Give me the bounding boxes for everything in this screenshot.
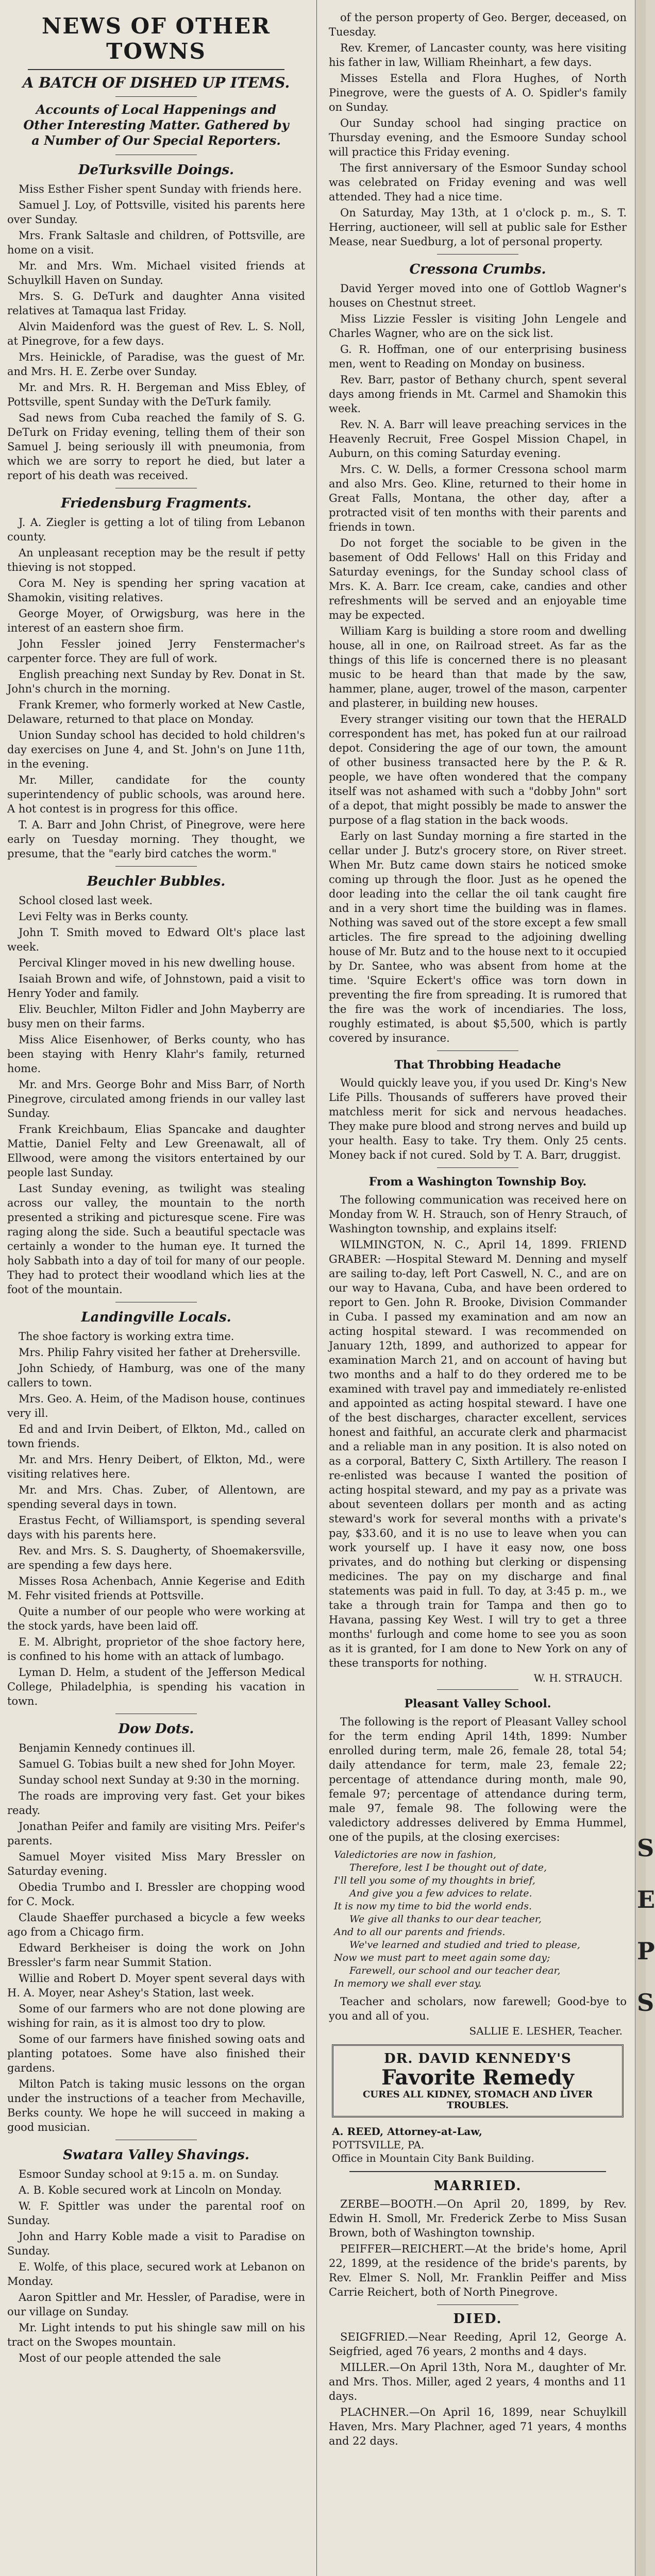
headache-body <box>329 1076 627 1162</box>
attorney-name: A. REED, Attorney-at-Law, <box>332 2125 482 2138</box>
news-item: Samuel Moyer visited Miss Mary Bressler on Saturday evening. <box>7 1851 305 1877</box>
poem-line: We give all thanks to our dear teacher, <box>349 1913 542 1925</box>
news-item: George Moyer, of Orwigsburg, was here in the interest of an eastern shoe firm. <box>7 607 305 634</box>
poem-line: Farewell, our school and our teacher dear, <box>349 1965 561 1976</box>
news-item: Samuel G. Tobias built a new shed for John Moyer. <box>19 1758 296 1770</box>
news-item: Edward Berkheiser is doing the work on John Bressler's farm near Summit Station. <box>7 1942 305 1969</box>
section-heading: Landingville Locals. <box>81 1310 231 1325</box>
news-item: of the person property of Geo. Berger, deceased, on Tuesday. <box>329 11 627 38</box>
valedictory-poem <box>334 1849 622 1990</box>
news-item: Erastus Fecht, of Williamsport, is spending several days with his parents here. <box>7 1514 305 1541</box>
poem-line: And to all our parents and friends. <box>334 1926 506 1938</box>
adjacent-column-edge <box>635 0 646 2576</box>
vital-rule-2 <box>437 2304 518 2305</box>
news-item: J. A. Ziegler is getting a lot of tiling from Lebanon county. <box>7 516 305 543</box>
section-heading: Dow Dots. <box>118 1721 194 1737</box>
news-item: Mrs. Frank Saltasle and children, of Pottsville, are home on a visit. <box>7 229 305 256</box>
news-item: The roads are improving very fast. Get your bikes ready. <box>7 1790 305 1817</box>
news-item: Every stranger visiting our town that the HERALD correspondent has met, has poked fun at our railroad depot. Considering the age of our town, the amount of other business transacted here by the P. & R. people, we have often wondered that the company itself was not ashamed with such a "dobby John" sort of a depot, that might possibly be made to answer the purpose of a flag station in the back woods. <box>329 713 627 826</box>
married-paragraph: ZERBE—BOOTH.—On April 20, 1899, by Rev. Edwin H. Smoll, Mr. Frederick Zerbe to Miss Susan Brown, both of Washington township. <box>329 2198 627 2239</box>
deck-primary: A BATCH OF DISHED UP ITEMS. <box>22 74 290 91</box>
edge-fragment-letter: P <box>637 1937 655 1965</box>
column-divider <box>316 0 317 2576</box>
section-heading: DeTurksville Doings. <box>78 162 234 178</box>
washington-body <box>329 1193 627 1670</box>
died-paragraph: PLACHNER.—On April 16, 1899, near Schuylkill Haven, Mrs. Mary Plachner, aged 71 years, 4 months and 22 days. <box>329 2406 627 2447</box>
edge-fragment-letter: E <box>637 1886 655 1913</box>
news-item: Mr. Miller, candidate for the county superintendency of public schools, was around here. A hot contest is in progress for this office. <box>7 774 305 815</box>
news-item: Early on last Sunday morning a fire started in the cellar under J. Butz's grocery store, on River street. When Mr. Butz came down stairs he noticed smoke coming up through the floor. Just as he opened the door leading into the cellar the oil tank caught fire and in a very short time the building was in flames. Nothing was saved out of the store except a few small articles. The fire spread to the adjoining dwelling house of Mr. Butz and to the house next to it occupied by Dr. Santee, who was absent from home at the time. 'Squire Eckert's office was torn down in preventing the fire from spreading. It is rumored that the fire was the work of incendiaries. The loss, roughly estimated, is about $5,500, which is partly covered by insurance. <box>329 830 627 1044</box>
kennedy-ad-line3: CURES ALL KIDNEY, STOMACH AND LIVER TROUBLES. <box>362 2089 593 2111</box>
headache-paragraph: Would quickly leave you, if you used Dr. King's New Life Pills. Thousands of sufferers have proved their matchless merit for sick and nervous headaches. They make pure blood and strong nerves and build up your health. Easy to take. Try them. Only 25 cents. Money back if not cured. Sold by T. A. Barr, druggist. <box>329 1077 627 1161</box>
news-item: Levi Felty was in Berks county. <box>19 910 189 923</box>
news-item: E. Wolfe, of this place, secured work at Lebanon on Monday. <box>7 2261 305 2287</box>
news-item: A. B. Koble secured work at Lincoln on Monday. <box>19 2184 282 2196</box>
pleasant-teacher: SALLIE E. LESHER, Teacher. <box>469 2025 623 2037</box>
left-column <box>0 0 312 2576</box>
poem-line: Therefore, lest I be thought out of date, <box>349 1862 547 1873</box>
news-item: Esmoor Sunday school at 9:15 a. m. on Sunday. <box>19 2168 279 2180</box>
news-item: On Saturday, May 13th, at 1 o'clock p. m., S. T. Herring, auctioneer, will sell at public sale for Esther Mease, near Suedburg, a lot of personal property. <box>329 207 627 248</box>
news-item: Milton Patch is taking music lessons on the organ under the instructions of a teacher from Mechaville, Berks county. We hope he will succeed in making a good musician. <box>7 2078 305 2133</box>
news-item: Mrs. S. G. DeTurk and daughter Anna visited relatives at Tamaqua last Friday. <box>7 290 305 317</box>
died-paragraph: MILLER.—On April 13th, Nora M., daughter of Mr. and Mrs. Thos. Miller, aged 2 years, 4 months and 11 days. <box>329 2361 627 2402</box>
news-item: Misses Rosa Achenbach, Annie Kegerise and Edith M. Fehr visited friends at Pottsville. <box>7 1575 305 1602</box>
news-item: Benjamin Kennedy continues ill. <box>19 1742 196 1754</box>
section-heading: Friedensburg Fragments. <box>61 496 251 511</box>
deck-rule <box>115 96 197 97</box>
deck-secondary: Accounts of Local Happenings and Other Interesting Matter. Gathered by a Number of Our Special Reporters. <box>23 102 289 148</box>
news-item: Cora M. Ney is spending her spring vacation at Shamokin, visiting relatives. <box>7 577 305 604</box>
pleasant-names: Teacher and scholars, now farewell; Good-bye to you and all of you. <box>329 1995 627 2022</box>
section-rule <box>437 1050 518 1051</box>
news-item: Rev. N. A. Barr will leave preaching services in the Heavenly Recruit, Free Gospel Mission Chapel, in Auburn, on this coming Saturday evening. <box>329 418 627 460</box>
news-item: The shoe factory is working extra time. <box>19 1330 234 1343</box>
news-item: Miss Alice Eisenhower, of Berks county, who has been staying with Henry Klahr's family, returned home. <box>7 1033 305 1075</box>
news-item: Aaron Spittler and Mr. Hessler, of Paradise, were in our village on Sunday. <box>7 2291 305 2318</box>
news-item: Do not forget the sociable to be given in the basement of Odd Fellows' Hall on this Friday and Saturday evenings, for the Sunday school class of Mrs. K. A. Barr. Ice cream, cake, candies and other refreshments will be served and an enjoyable time may be expected. <box>329 537 627 621</box>
news-item: Mr. and Mrs. Henry Deibert, of Elkton, Md., were visiting relatives here. <box>7 1453 305 1480</box>
pleasant-body <box>329 1715 627 1844</box>
news-item: Mrs. Philip Fahry visited her father at Drehersville. <box>19 1346 301 1359</box>
edge-fragment-letter: S <box>637 1834 654 1862</box>
died-paragraph: SEIGFRIED.—Near Reeding, April 12, George A. Seigfried, aged 76 years, 2 months and 4 days. <box>329 2331 627 2358</box>
news-item: Union Sunday school has decided to hold children's day exercises on June 4, and St. John's on June 11th, in the evening. <box>7 729 305 770</box>
section-heading: Swatara Valley Shavings. <box>63 2147 249 2163</box>
news-item: T. A. Barr and John Christ, of Pinegrove, were here early on Tuesday morning. They thought, we presume, that the "early bird catches the worm." <box>7 819 305 860</box>
news-item: Some of our farmers who are not done plowing are wishing for rain, as it is almost too dry to plow. <box>7 2003 305 2029</box>
masthead: NEWS OF OTHER TOWNS <box>42 13 271 64</box>
news-item: Mr. Light intends to put his shingle saw mill on his tract on the Swopes mountain. <box>7 2321 305 2348</box>
married-heading: MARRIED. <box>433 2178 522 2194</box>
news-item: Obedia Trumbo and I. Bressler are chopping wood for C. Mock. <box>7 1881 305 1908</box>
washington-signature: W. H. STRAUCH. <box>533 1672 623 1684</box>
section-rule <box>437 1689 518 1690</box>
news-item: Frank Kreichbaum, Elias Spancake and daughter Mattie, Daniel Felty and Lew Greenawalt, all of Ellwood, were among the visitors entertained by our people last Sunday. <box>7 1123 305 1179</box>
news-item: John Fessler joined Jerry Fenstermacher's carpenter force. They are full of work. <box>7 638 305 665</box>
news-item: John Schiedy, of Hamburg, was one of the many callers to town. <box>7 1362 305 1389</box>
news-item: Eliv. Beuchler, Milton Fidler and John Mayberry are busy men on their farms. <box>7 1003 305 1030</box>
news-item: Mr. and Mrs. Wm. Michael visited friends at Schuylkill Haven on Sunday. <box>7 260 305 286</box>
news-item: Rev. Barr, pastor of Bethany church, spent several days among friends in Mt. Carmel and Shamokin this week. <box>329 374 627 415</box>
news-item: John T. Smith moved to Edward Olt's place last week. <box>7 926 305 953</box>
news-item: Mrs. Geo. A. Heim, of the Madison house, continues very ill. <box>7 1393 305 1419</box>
news-item: School closed last week. <box>19 894 153 907</box>
news-item: Quite a number of our people who were working at the stock yards, have been laid off. <box>7 1605 305 1632</box>
section-heading: Beuchler Bubbles. <box>87 874 226 889</box>
news-item: Miss Lizzie Fessler is visiting John Lengele and Charles Wagner, who are on the sick list. <box>329 313 627 340</box>
news-item: Samuel J. Loy, of Pottsville, visited his parents here over Sunday. <box>7 199 305 226</box>
news-item: Mr. and Mrs. R. H. Bergeman and Miss Ebley, of Pottsville, spent Sunday with the DeTurk family. <box>7 381 305 408</box>
poem-line: And give you a few advices to relate. <box>349 1888 532 1899</box>
news-item: Willie and Robert D. Moyer spent several days with H. A. Moyer, near Ashey's Station, last week. <box>7 1972 305 1999</box>
washington-paragraph: WILMINGTON, N. C., April 14, 1899. FRIEND GRABER: —Hospital Steward M. Denning and myself are sailing to-day, left Port Caswell, N. C., and are on our way to Havana, Cuba, and have been ordered to report to Gen. John R. Brooke, Division Commander in Cuba. I passed my examination and am now an acting hospital steward. I was recommended on January 12th, 1899, and authorized to appear for examination March 21, and on account of having but two months and a half to do they ordered me to be examined with travel pay and immediately re-enlisted and appointed as acting hospital steward. I have one of the best discharges, character excellent, services honest and faithful, an accurate clerk and pharmacist and a reliable man in any position. It is also noted on as a corporal, Battery C, Sixth Artillery. The reason I re-enlisted was because I wanted the position of acting hospital steward, and my pay as a private was about seventeen dollars per month and as acting steward's work for several months with a private's pay, $33.60, and it is no use to leave when you can work yourself up. I have it easy now, one boss privates, and do nothing but clerking or dispensing medicines. The pay on my discharge and final statements was paid in full. To day, at 3:45 p. m., we take a through train for Tampa and then go to Havana, passing Key West. I will try to get a three months' furlough and come home to see you as soon as it is granted, for I am done to New York on any of these transports for nothing. <box>329 1239 627 1669</box>
poem-line: It is now my time to bid the world ends. <box>334 1901 532 1912</box>
kennedy-advertisement <box>332 2044 624 2117</box>
news-item: David Yerger moved into one of Gottlob Wagner's houses on Chestnut street. <box>329 282 627 309</box>
news-item: Last Sunday evening, as twilight was stealing across our valley, the mountain to the north presented a striking and picturesque scene. Fire was raging along the side. Such a beautiful spectacle was certainly a wonder to the human eye. It turned the holy Sabbath into a day of toil for many of our people. They had to protect their woodland which lies at the foot of the mountain. <box>7 1182 305 1296</box>
poem-line: I'll tell you some of my thoughts in brief, <box>334 1875 535 1886</box>
news-item: Mr. and Mrs. Chas. Zuber, of Allentown, are spending several days in town. <box>7 1484 305 1511</box>
kennedy-ad-line2: Favorite Remedy <box>381 2065 574 2090</box>
news-item: Isaiah Brown and wife, of Johnstown, paid a visit to Henry Yoder and family. <box>7 973 305 999</box>
news-item: Our Sunday school had singing practice on Thursday evening, and the Esmoore Sunday school will practice this Friday evening. <box>329 117 627 158</box>
news-item: G. R. Hoffman, one of our enterprising business men, went to Reading on Monday on business. <box>329 343 627 370</box>
vital-rule <box>349 2171 606 2172</box>
poem-line: In memory we shall ever stay. <box>334 1978 482 1989</box>
news-item: Lyman D. Helm, a student of the Jefferson Medical College, Philadelphia, is spending his vacation in town. <box>7 1666 305 1707</box>
news-item: Jonathan Peifer and family are visiting Mrs. Peifer's parents. <box>7 1820 305 1847</box>
pleasant-heading: Pleasant Valley School. <box>404 1697 551 1710</box>
news-item: English preaching next Sunday by Rev. Donat in St. John's church in the morning. <box>7 668 305 695</box>
headache-heading: That Throbbing Headache <box>394 1058 561 1072</box>
news-item: William Karg is building a store room and dwelling house, all in one, on Railroad street. As far as the things of this life is concerned there is no pleasant music to be heard than that made by the saw, hammer, plane, auger, trowel of the mason, carpenter and plasterer, in building new houses. <box>329 625 627 709</box>
section-rule <box>437 1167 518 1168</box>
masthead-rule <box>28 69 284 70</box>
section-rule <box>115 866 197 867</box>
news-item: Mr. and Mrs. George Bohr and Miss Barr, of North Pinegrove, circulated among friends in our valley last Sunday. <box>7 1078 305 1120</box>
washington-paragraph: The following communication was received here on Monday from W. H. Strauch, son of Henry Strauch, of Washington township, and explains itself: <box>329 1194 627 1235</box>
news-item: Some of our farmers have finished sowing oats and planting potatoes. Some have also finished their gardens. <box>7 2033 305 2074</box>
news-item: Frank Kremer, who formerly worked at New Castle, Delaware, returned to that place on Monday. <box>7 699 305 725</box>
poem-line: Now we must part to meet again some day; <box>334 1952 550 1963</box>
married-body <box>329 2197 627 2299</box>
washington-heading: From a Washington Township Boy. <box>368 1175 587 1189</box>
news-item: Ed and and Irvin Deibert, of Elkton, Md., called on town friends. <box>7 1423 305 1450</box>
left-sections <box>7 162 305 2365</box>
news-item: Sad news from Cuba reached the family of S. G. DeTurk on Friday evening, telling them of their son Samuel J. being seriously ill with pneumonia, from which we are sorry to report he died, but later a report of his death was received. <box>7 412 305 482</box>
news-item: Mrs. C. W. Dells, a former Cressona school marm and also Mrs. Geo. Kline, returned to their home in Great Falls, Montana, the other day, after a protracted visit of ten months with their parents and friends in town. <box>329 463 627 533</box>
news-item: E. M. Albright, proprietor of the shoe factory here, is confined to his home with an attack of lumbago. <box>7 1636 305 1663</box>
news-item: Alvin Maidenford was the guest of Rev. L. S. Noll, at Pinegrove, for a few days. <box>7 320 305 347</box>
news-item: The first anniversary of the Esmoor Sunday school was celebrated on Friday evening and was well attended. They had a nice time. <box>329 162 627 203</box>
section-rule <box>437 254 518 255</box>
kennedy-ad-line1: DR. DAVID KENNEDY'S <box>384 2051 572 2066</box>
poem-line: We've learned and studied and tried to please, <box>349 1939 580 1951</box>
news-item: Miss Esther Fisher spent Sunday with friends here. <box>19 183 302 195</box>
died-body <box>329 2330 627 2448</box>
news-item: Misses Estella and Flora Hughes, of North Pinegrove, were the guests of A. O. Spidler's family on Sunday. <box>329 72 627 113</box>
news-item: W. F. Spittler was under the parental roof on Sunday. <box>7 2200 305 2227</box>
poem-line: Valedictories are now in fashion, <box>334 1849 496 1860</box>
news-item: Rev. Kremer, of Lancaster county, was here visiting his father in law, William Rheinhart, a few days. <box>329 42 627 69</box>
news-item: Claude Shaeffer purchased a bicycle a few weeks ago from a Chicago firm. <box>7 1911 305 1938</box>
right-sections <box>329 254 627 1045</box>
married-paragraph: PEIFFER—REICHERT.—At the bride's home, April 22, 1899, at the residence of the bride's parents, by Rev. Elmer S. Noll, Mr. Franklin Peiffer and Miss Carrie Reichert, both of North Pinegrove. <box>329 2243 627 2298</box>
news-item: Mrs. Heinickle, of Paradise, was the guest of Mr. and Mrs. H. E. Zerbe over Sunday. <box>7 351 305 378</box>
attorney-office: Office in Mountain City Bank Building. <box>332 2152 534 2164</box>
attorney-city: POTTSVILLE, PA. <box>332 2139 425 2151</box>
news-item: Most of our people attended the sale <box>19 2352 221 2364</box>
news-item: Sunday school next Sunday at 9:30 in the morning. <box>19 1774 300 1786</box>
right-column <box>322 0 634 2576</box>
section-heading: Cressona Crumbs. <box>409 262 546 277</box>
pleasant-paragraph: The following is the report of Pleasant Valley school for the term ending April 14th, 1899: Number enrolled during term, male 26, female 28, total 54; daily attendance for term, male 23, female 22; percentage of attendance during month, male 90, female 97; percentage of attendance during term, male 97, female 98. The following were the valedictory addresses delivered by Emma Hummel, one of the pupils, at the closing exercises: <box>329 1716 627 1843</box>
news-item: An unpleasant reception may be the result if petty thieving is not stopped. <box>7 547 305 573</box>
news-item: John and Harry Koble made a visit to Paradise on Sunday. <box>7 2230 305 2257</box>
news-item: Rev. and Mrs. S. S. Daugherty, of Shoemakersville, are spending a few days here. <box>7 1545 305 1571</box>
right-top-continuation <box>329 10 627 249</box>
news-item: Percival Klinger moved in his new dwelling house. <box>19 957 295 969</box>
died-heading: DIED. <box>453 2311 502 2327</box>
attorney-card <box>332 2125 624 2165</box>
edge-fragment-letter: S <box>637 1989 654 2016</box>
